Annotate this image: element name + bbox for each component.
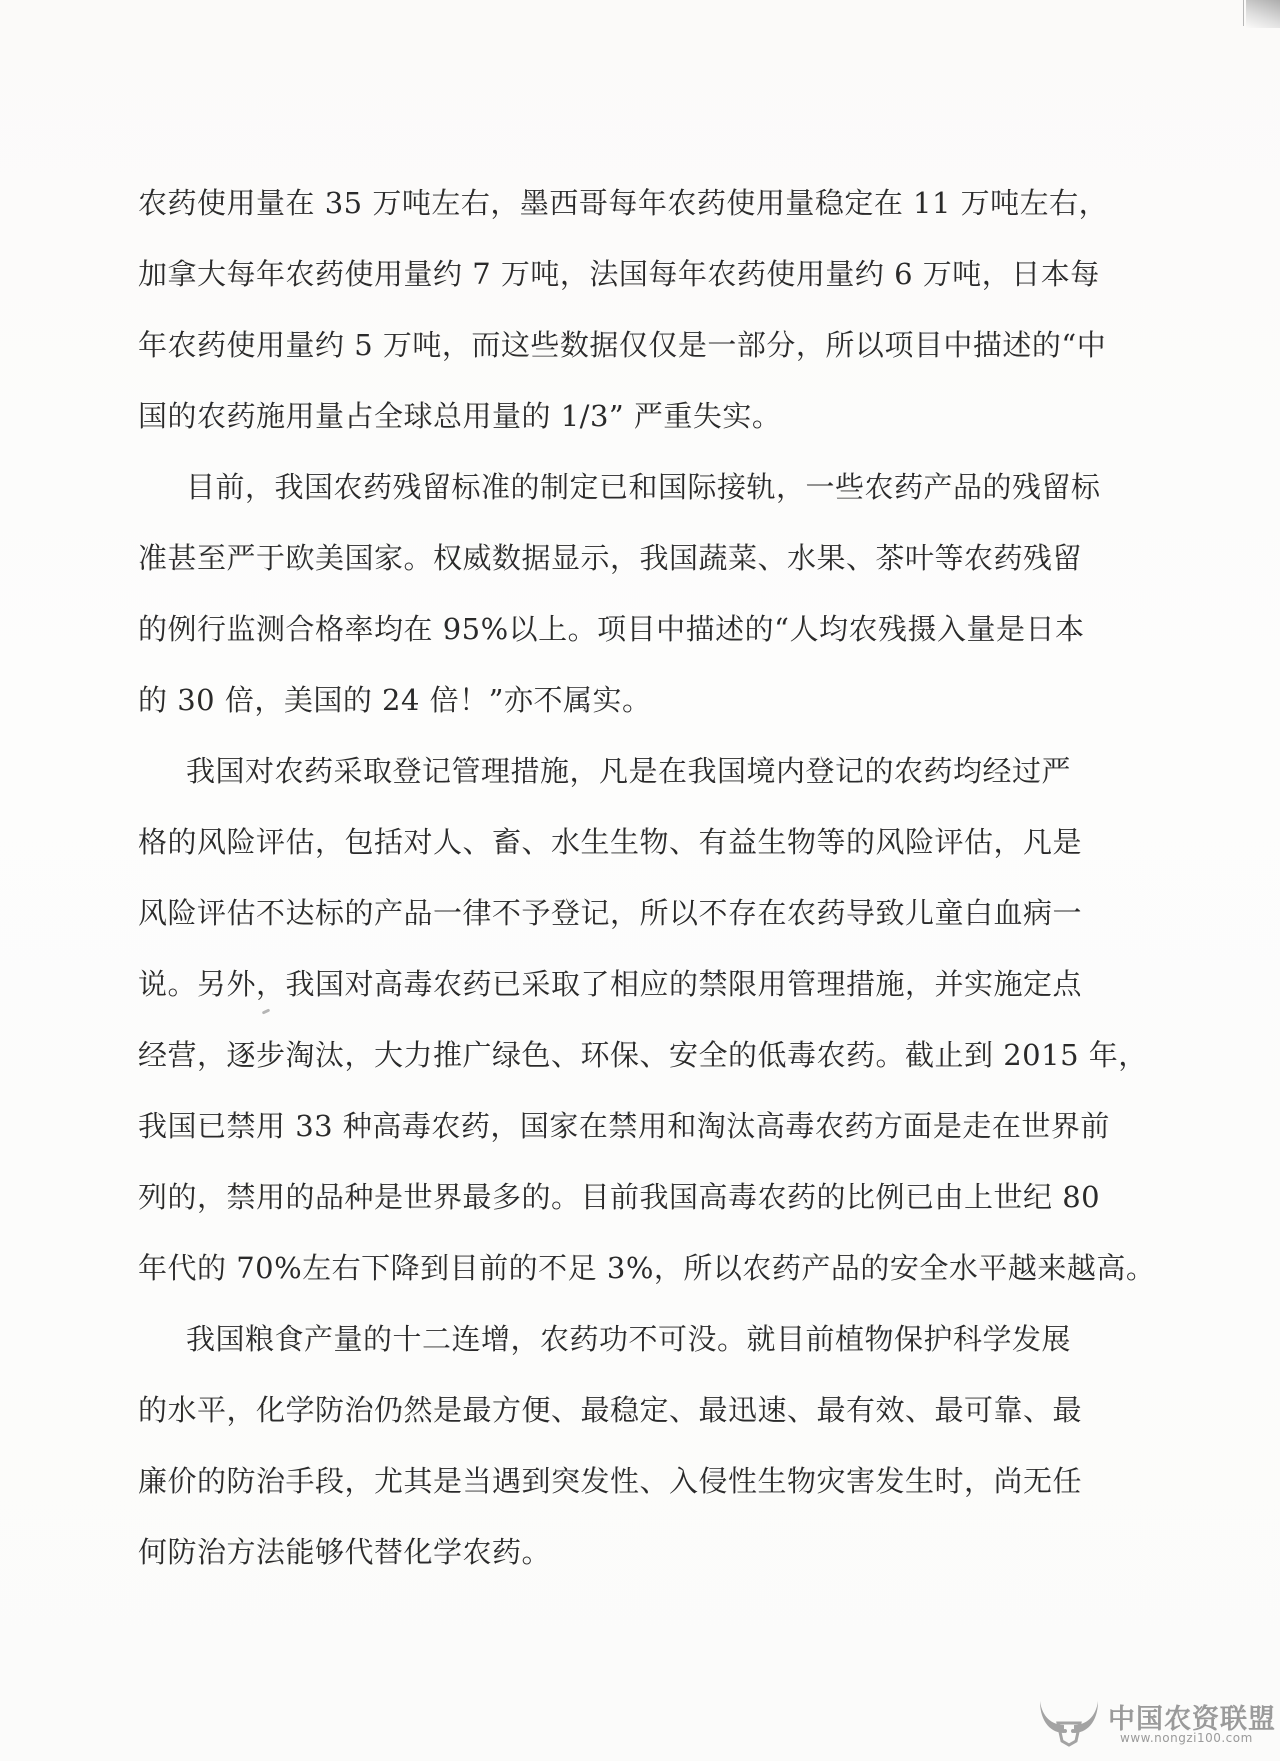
text-line: 国的农药施用量占全球总用量的 1/3” 严重失实。	[138, 399, 782, 433]
text-line: 经营，逐步淘汰，大力推广绿色、环保、安全的低毒农药。截止到 2015 年，	[138, 1038, 1148, 1072]
scan-edge-line	[1243, 0, 1244, 26]
text-line: 的 30 倍，美国的 24 倍！”亦不属实。	[138, 683, 652, 717]
text-line: 的例行监测合格率均在 95%以上。项目中描述的“人均农残摄入量是日本	[138, 612, 1085, 646]
paragraph-first-line: 我国粮食产量的十二连增，农药功不可没。就目前植物保护科学发展	[186, 1322, 1072, 1356]
document-body	[138, 168, 1156, 1588]
text-line: 风险评估不达标的产品一律不予登记，所以不存在农药导致儿童白血病一	[138, 896, 1083, 930]
paragraph-first-line: 我国对农药采取登记管理措施，凡是在我国境内登记的农药均经过严	[186, 754, 1072, 788]
text-line: 列的，禁用的品种是世界最多的。目前我国高毒农药的比例已由上世纪 80	[138, 1180, 1101, 1214]
text-line: 我国已禁用 33 种高毒农药，国家在禁用和淘汰高毒农药方面是走在世界前	[138, 1109, 1110, 1143]
text-line: 准甚至严于欧美国家。权威数据显示，我国蔬菜、水果、茶叶等农药残留	[138, 541, 1083, 575]
scan-corner-shadow	[1246, 0, 1280, 28]
watermark	[1034, 1695, 1276, 1753]
text-line: 廉价的防治手段，尤其是当遇到突发性、入侵性生物灾害发生时，尚无任	[138, 1464, 1083, 1498]
text-line: 年农药使用量约 5 万吨，而这些数据仅仅是一部分，所以项目中描述的“中	[138, 328, 1107, 362]
text-line: 农药使用量在 35 万吨左右，墨西哥每年农药使用量稳定在 11 万吨左右，	[138, 186, 1109, 220]
text-line: 说。另外，我国对高毒农药已采取了相应的禁限用管理措施，并实施定点	[138, 967, 1083, 1001]
bull-horns-logo-icon	[1034, 1695, 1104, 1747]
text-line: 格的风险评估，包括对人、畜、水生生物、有益生物等的风险评估，凡是	[138, 825, 1083, 859]
watermark-title: 中国农资联盟	[1108, 1704, 1276, 1735]
watermark-url: www.nongzi100.com	[1120, 1731, 1253, 1745]
text-line: 加拿大每年农药使用量约 7 万吨，法国每年农药使用量约 6 万吨，日本每	[138, 257, 1100, 291]
text-line: 何防治方法能够代替化学农药。	[138, 1535, 552, 1569]
text-line: 年代的 70%左右下降到目前的不足 3%，所以农药产品的安全水平越来越高。	[138, 1251, 1156, 1285]
text-line: 的水平，化学防治仍然是最方便、最稳定、最迅速、最有效、最可靠、最	[138, 1393, 1083, 1427]
paragraph-first-line: 目前，我国农药残留标准的制定已和国际接轨，一些农药产品的残留标	[186, 470, 1101, 504]
